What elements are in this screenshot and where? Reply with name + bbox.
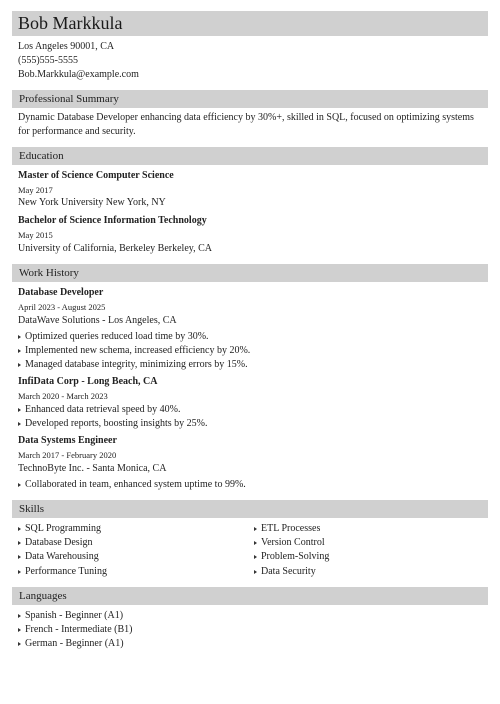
degree-title: Bachelor of Science Information Technology bbox=[18, 215, 207, 226]
education-heading: Education bbox=[12, 147, 488, 165]
skill-item: Version Control bbox=[254, 536, 325, 550]
job-bullet: Implemented new schema, increased efficiency by 20%. bbox=[18, 344, 250, 358]
skill-item: Problem-Solving bbox=[254, 550, 329, 564]
skill-item: SQL Programming bbox=[18, 522, 101, 536]
job-title: Data Systems Engineer bbox=[18, 435, 117, 446]
job-company: DataWave Solutions - Los Angeles, CA bbox=[18, 315, 177, 326]
contact-phone: (555)555-5555 bbox=[18, 55, 78, 66]
summary-text: Dynamic Database Developer enhancing data efficiency by 30%+, skilled in SQL, focused on optimizing systems for performance and security. bbox=[18, 112, 474, 137]
candidate-name: Bob Markkula bbox=[12, 11, 488, 36]
work-heading: Work History bbox=[12, 264, 488, 282]
job-title: Database Developer bbox=[18, 287, 104, 298]
job-bullet: Optimized queries reduced load time by 30%. bbox=[18, 330, 209, 344]
skill-item: Database Design bbox=[18, 536, 92, 550]
language-item: Spanish - Beginner (A1) bbox=[18, 609, 123, 623]
contact-email: Bob.Markkula@example.com bbox=[18, 69, 139, 80]
language-item: German - Beginner (A1) bbox=[18, 637, 124, 651]
skill-item: Data Security bbox=[254, 565, 316, 579]
degree-date: May 2015 bbox=[18, 230, 53, 240]
job-title: InfiData Corp - Long Beach, CA bbox=[18, 376, 158, 387]
skills-heading: Skills bbox=[12, 500, 488, 518]
summary-heading: Professional Summary bbox=[12, 90, 488, 108]
degree-title: Master of Science Computer Science bbox=[18, 170, 174, 181]
degree-date: May 2017 bbox=[18, 185, 53, 195]
skill-item: Performance Tuning bbox=[18, 565, 107, 579]
job-bullet: Managed database integrity, minimizing errors by 15%. bbox=[18, 358, 248, 372]
school-name: University of California, Berkeley Berkeley, CA bbox=[18, 243, 213, 254]
job-dates: April 2023 - August 2025 bbox=[18, 302, 106, 312]
job-dates: March 2017 - February 2020 bbox=[18, 450, 117, 460]
job-bullet: Enhanced data retrieval speed by 40%. bbox=[18, 403, 181, 417]
languages-heading: Languages bbox=[12, 587, 488, 605]
language-item: French - Intermediate (B1) bbox=[18, 623, 132, 637]
job-dates: March 2020 - March 2023 bbox=[18, 391, 108, 401]
skill-item: Data Warehousing bbox=[18, 550, 99, 564]
school-name: New York University New York, NY bbox=[18, 197, 166, 208]
contact-address: Los Angeles 90001, CA bbox=[18, 41, 115, 52]
job-company: TechnoByte Inc. - Santa Monica, CA bbox=[18, 463, 167, 474]
skill-item: ETL Processes bbox=[254, 522, 320, 536]
job-bullet: Developed reports, boosting insights by 25%. bbox=[18, 417, 207, 431]
job-bullet: Collaborated in team, enhanced system uptime to 99%. bbox=[18, 478, 246, 492]
